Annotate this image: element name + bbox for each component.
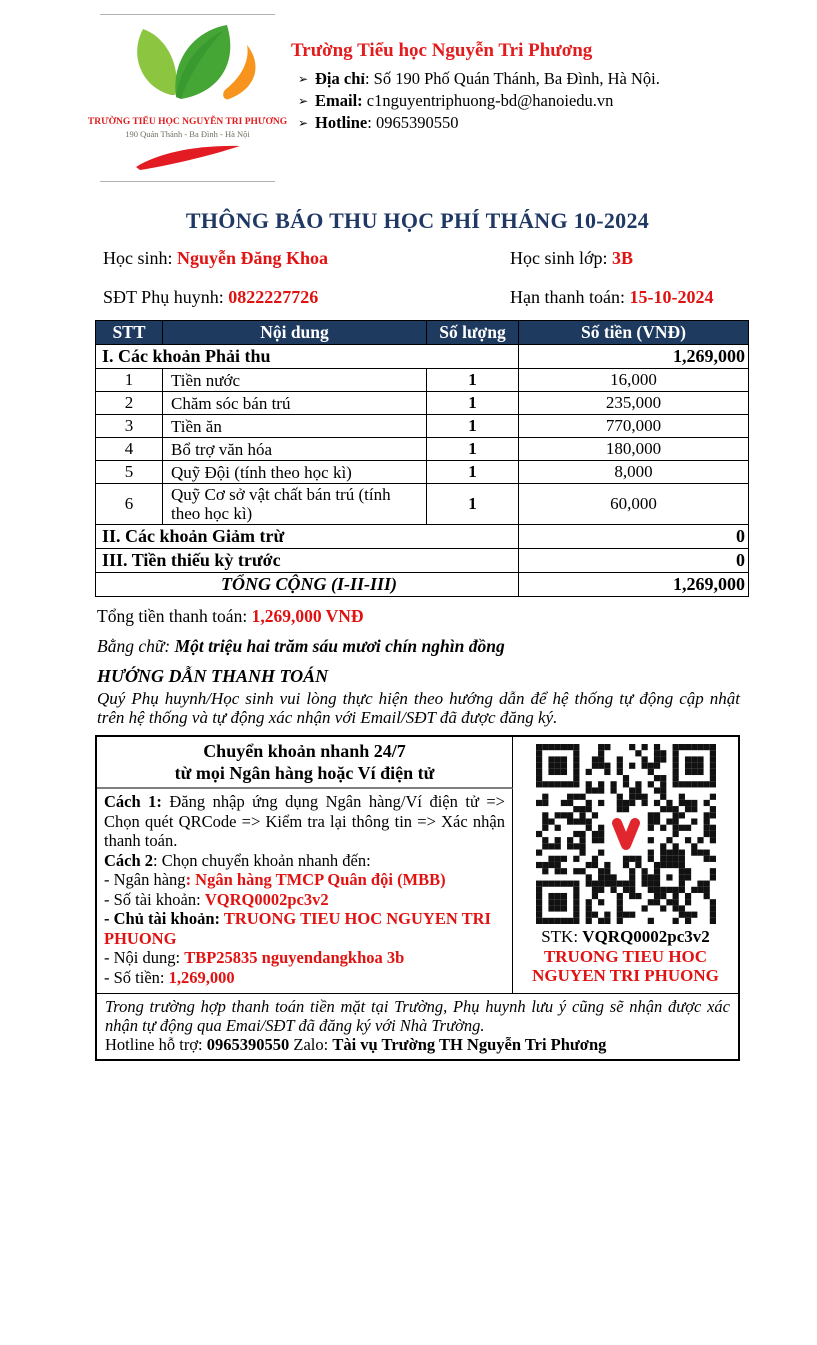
section-row-thieu-ky-truoc [96,549,749,573]
logo-school-address: 190 Quán Thánh - Ba Đình - Hà Nội [125,129,250,139]
student-name-row [95,246,502,271]
cash-payment-note: Trong trường hợp thanh toán tiền mặt tại Trường, Phụ huynh lưu ý cũng sẽ nhận được xác nhận tự động qua Emai/SĐT đã đăng ký với Nhà Trường. [105,997,730,1035]
row-name: Bổ trợ văn hóa [163,438,427,461]
row-qty: 1 [427,369,519,392]
section-row-phai-thu [96,345,749,369]
holder-value: TRUONG TIEU HOC NGUYEN TRI PHUONG [104,909,491,948]
method1-line [104,792,505,851]
arrow-bullet-icon: ➢ [297,116,309,130]
holder-line [104,909,505,948]
payment-guide-text: Quý Phụ huynh/Học sinh vui lòng thực hiện theo hướng dẫn để hệ thống tự động cập nhật trên hệ thống và tự động xác nhận với Email/SĐT đã được đăng ký. [97,689,740,727]
leaves-logo-graphic [113,23,263,115]
support-hotline-line [105,1035,730,1055]
contact-email [291,90,660,112]
due-value: 15-10-2024 [629,287,714,307]
due-label: Hạn thanh toán: [510,287,630,307]
amount-in-words-value: Một triệu hai trăm sáu mươi chín nghìn đồng [174,636,505,656]
fee-table [95,320,749,597]
row-name: Chăm sóc bán trú [163,392,427,415]
table-row [96,369,749,392]
total-label: TỔNG CỘNG (I-II-III) [96,573,519,597]
class-row [502,246,740,271]
row-qty: 1 [427,392,519,415]
class-label: Học sinh lớp: [510,248,613,268]
amount-in-words-label: Bằng chữ: [97,636,175,656]
student-label: Học sinh: [103,248,177,268]
memo-value: TBP25835 nguyendangkhoa 3b [184,948,405,967]
payment-box-header [97,737,513,789]
payment-instructions [97,789,513,993]
contact-hotline [291,112,660,134]
payment-box [95,735,740,1061]
holder-label: - Chủ tài khoản: [104,909,224,928]
qr-code [536,744,716,924]
stk-value: VQRQ0002pc3v2 [582,927,710,946]
row-stt: 3 [96,415,163,438]
row-stt: 2 [96,392,163,415]
total-payment-label: Tổng tiền thanh toán: [97,606,252,626]
total-row [96,573,749,597]
zalo-value: Tài vụ Trường TH Nguyễn Tri Phương [332,1035,607,1054]
parent-phone-row [95,285,502,310]
memo-label: - Nội dung: [104,948,185,967]
heart-icon [605,813,647,855]
document-content [87,14,745,1061]
total-payment-value: 1,269,000 VNĐ [251,606,364,626]
hotline-value: : 0965390550 [367,113,459,132]
school-logo [87,14,288,182]
row-stt: 6 [96,484,163,525]
qr-holder-line2: NGUYEN TRI PHUONG [532,966,719,985]
col-header-soluong: Số lượng [427,321,519,345]
table-row [96,484,749,525]
contact-address [291,68,660,90]
page-title: THÔNG BÁO THU HỌC PHÍ THÁNG 10-2024 [185,208,650,233]
row-amount: 180,000 [519,438,749,461]
row-stt: 5 [96,461,163,484]
section-row-giam-tru [96,525,749,549]
row-name: Tiền nước [163,369,427,392]
email-value: c1nguyentriphuong-bd@hanoiedu.vn [362,91,614,110]
col-header-noidung: Nội dung [163,321,427,345]
payment-box-footer [97,993,738,1059]
phone-label: SĐT Phụ huynh: [103,287,229,307]
school-info [291,40,660,134]
col-header-stt: STT [96,321,163,345]
row-name: Tiền ăn [163,415,427,438]
section2-amount: 0 [519,525,749,549]
row-amount: 60,000 [519,484,749,525]
bank-value: : Ngân hàng TMCP Quân đội (MBB) [185,870,446,889]
row-stt: 1 [96,369,163,392]
due-date-row [502,285,715,310]
red-swoosh-icon [132,143,244,171]
method2-line [104,851,505,871]
row-name: Quỹ Cơ sở vật chất bán trú (tính theo học kì) [163,484,427,525]
phone-value: 0822227726 [228,287,319,307]
row-stt: 4 [96,438,163,461]
class-value: 3B [612,248,634,268]
address-value: : Số 190 Phố Quán Thánh, Ba Đình, Hà Nội. [364,69,660,88]
student-info [95,246,740,310]
row-qty: 1 [427,438,519,461]
section2-label: II. Các khoản Giảm trừ [96,525,519,549]
arrow-bullet-icon: ➢ [297,72,309,86]
amount-in-words-line [95,636,740,657]
account-value: VQRQ0002pc3v2 [204,889,329,909]
stk-label: STK: [541,927,583,946]
account-label: - Số tài khoản: [104,889,205,909]
support-hotline-label: Hotline hỗ trợ: [105,1035,207,1054]
transfer-header-line1: Chuyển khoản nhanh 24/7 [203,741,406,761]
method2-text: : Chọn chuyển khoản nhanh đến: [153,850,371,870]
logo-school-name: TRƯỜNG TIỂU HỌC NGUYỄN TRI PHƯƠNG [87,117,288,127]
col-header-sotien: Số tiền (VNĐ) [519,321,749,345]
amount-value: 1,269,000 [168,967,235,987]
table-row [96,461,749,484]
zalo-label: Zalo: [289,1035,333,1054]
table-row [96,438,749,461]
row-amount: 16,000 [519,369,749,392]
row-amount: 235,000 [519,392,749,415]
table-row [96,415,749,438]
row-name: Quỹ Đội (tính theo học kì) [163,461,427,484]
hotline-label: Hotline [315,113,368,132]
fee-table-header-row [96,321,749,345]
qr-panel [513,737,738,993]
section3-label: III. Tiền thiếu kỳ trước [96,549,519,573]
student-name-value: Nguyễn Đăng Khoa [177,248,329,268]
section3-amount: 0 [519,549,749,573]
row-qty: 1 [427,461,519,484]
payment-guide-title: HƯỚNG DẪN THANH TOÁN [97,666,329,686]
section1-label: I. Các khoản Phải thu [96,345,519,369]
address-label: Địa chỉ [315,69,365,88]
bank-line [104,870,505,890]
header [87,14,740,182]
arrow-bullet-icon: ➢ [297,94,309,108]
memo-line [104,948,505,968]
support-hotline-value: 0965390550 [206,1035,290,1054]
bank-label: - Ngân hàng [104,870,186,889]
email-label: Email: [315,91,363,110]
amount-label: - Số tiền: [104,967,169,987]
total-amount: 1,269,000 [519,573,749,597]
qr-holder-line1: TRUONG TIEU HOC [543,947,708,966]
table-row [96,392,749,415]
method1-label: Cách 1: [104,792,162,811]
row-amount: 770,000 [519,415,749,438]
transfer-header-line2: từ mọi Ngân hàng hoặc Ví điện tử [174,763,435,783]
amount-line [104,968,505,988]
row-qty: 1 [427,415,519,438]
row-qty: 1 [427,484,519,525]
section1-amount: 1,269,000 [519,345,749,369]
school-name: Trường Tiểu học Nguyễn Tri Phương [291,40,593,61]
total-payment-line [95,606,740,627]
method1-text: Đăng nhập ứng dụng Ngân hàng/Ví điện tử => Chọn quét QRCode => Kiểm tra lại thông tin => Xác nhận thanh toán. [104,792,505,850]
account-line [104,890,505,910]
stk-line [541,927,710,947]
method2-label: Cách 2 [104,850,154,870]
row-amount: 8,000 [519,461,749,484]
